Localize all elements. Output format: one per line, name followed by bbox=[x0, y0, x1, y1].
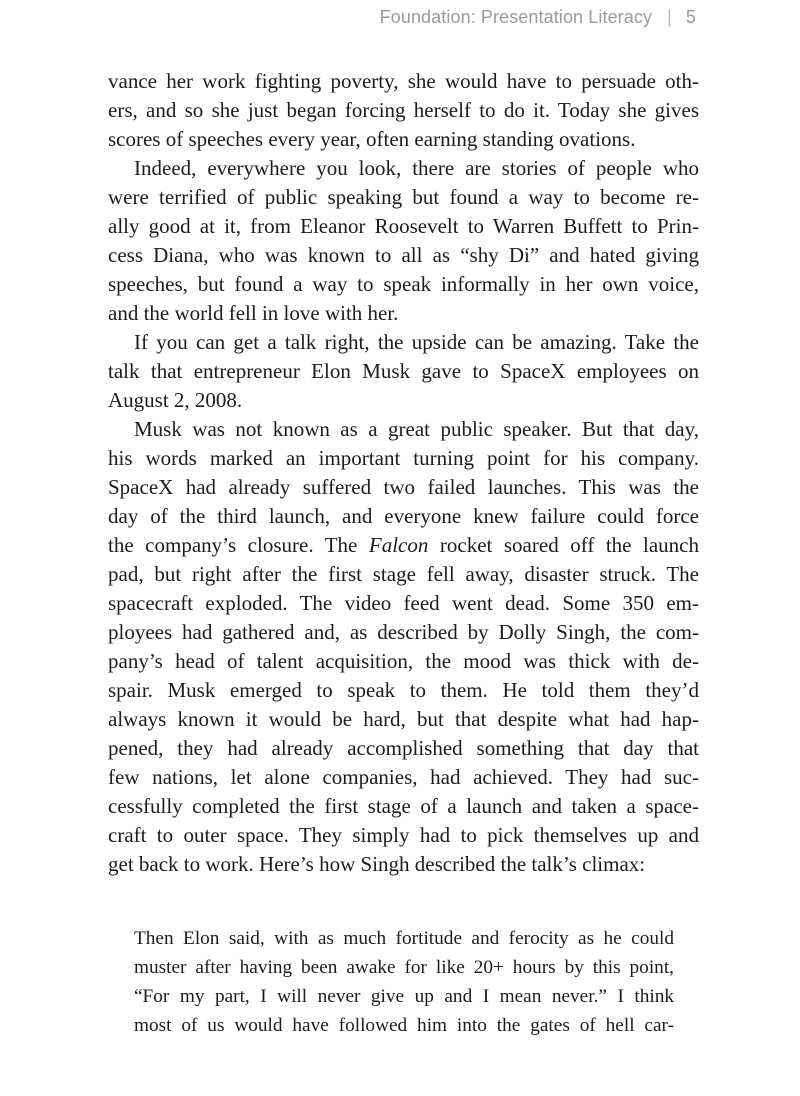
text-line: craft to outer space. They simply had to pick themselves up and bbox=[108, 823, 699, 847]
text-line: SpaceX had already suffered two failed launches. This was the bbox=[108, 475, 699, 499]
text-line: vance her work fighting poverty, she would have to persuade oth- bbox=[108, 69, 699, 93]
text-line: Indeed, everywhere you look, there are stories of people who bbox=[134, 156, 699, 180]
text-line: get back to work. Here’s how Singh described the talk’s climax: bbox=[108, 852, 646, 876]
quote-line: most of us would have followed him into the gates of hell car- bbox=[134, 1015, 674, 1036]
section-title: Foundation: Presentation Literacy bbox=[379, 7, 653, 27]
text-line: cessfully completed the first stage of a launch and taken a space- bbox=[108, 794, 699, 818]
text-line: always known it would be hard, but that despite what had hap- bbox=[108, 707, 699, 731]
rocket-name: Falcon bbox=[368, 533, 429, 557]
page-number: 5 bbox=[685, 7, 696, 27]
text-line: talk that entrepreneur Elon Musk gave to SpaceX employees on bbox=[108, 359, 699, 383]
paragraph-3 bbox=[108, 328, 699, 415]
text-line: day of the third launch, and everyone knew failure could force bbox=[108, 504, 699, 528]
text-line: pened, they had already accomplished something that day that bbox=[108, 736, 699, 760]
text-fragment: rocket soared off the launch bbox=[428, 533, 699, 557]
paragraph-1 bbox=[108, 67, 699, 154]
text-line: pad, but right after the first stage fell away, disaster struck. The bbox=[108, 562, 699, 586]
text-line: ployees had gathered and, as described by Dolly Singh, the com- bbox=[108, 620, 699, 644]
paragraph-4 bbox=[108, 415, 699, 879]
block-quote bbox=[134, 924, 674, 1040]
text-line: cess Diana, who was known to all as “shy Di” and hated giving bbox=[108, 243, 699, 267]
text-line: pany’s head of talent acquisition, the mood was thick with de- bbox=[108, 649, 699, 673]
text-line bbox=[108, 531, 699, 560]
text-line: were terrified of public speaking but found a way to become re- bbox=[108, 185, 699, 209]
text-line: spacecraft exploded. The video feed went dead. Some 350 em- bbox=[108, 591, 699, 615]
quote-line: muster after having been awake for like 20+ hours by this point, bbox=[134, 957, 674, 978]
text-line: scores of speeches every year, often earning standing ovations. bbox=[108, 127, 636, 151]
text-line: few nations, let alone companies, had achieved. They had suc- bbox=[108, 765, 699, 789]
paragraph-2 bbox=[108, 154, 699, 328]
text-line: and the world fell in love with her. bbox=[108, 301, 399, 325]
body-text bbox=[108, 67, 699, 879]
text-line: August 2, 2008. bbox=[108, 388, 243, 412]
text-line: Musk was not known as a great public speaker. But that day, bbox=[134, 417, 699, 441]
text-line: spair. Musk emerged to speak to them. He told them they’d bbox=[108, 678, 699, 702]
quote-line: Then Elon said, with as much fortitude and ferocity as he could bbox=[134, 928, 674, 949]
text-line: his words marked an important turning point for his company. bbox=[108, 446, 699, 470]
header-separator: | bbox=[667, 7, 672, 27]
text-fragment: the company’s closure. The bbox=[108, 533, 369, 557]
text-line: speeches, but found a way to speak informally in her own voice, bbox=[108, 272, 699, 296]
text-line: ers, and so she just began forcing herself to do it. Today she gives bbox=[108, 98, 699, 122]
quote-line: “For my part, I will never give up and I mean never.” I think bbox=[134, 986, 674, 1007]
text-line: ally good at it, from Eleanor Roosevelt to Warren Buffett to Prin- bbox=[108, 214, 699, 238]
text-line: If you can get a talk right, the upside can be amazing. Take the bbox=[134, 330, 699, 354]
running-header bbox=[380, 7, 696, 28]
